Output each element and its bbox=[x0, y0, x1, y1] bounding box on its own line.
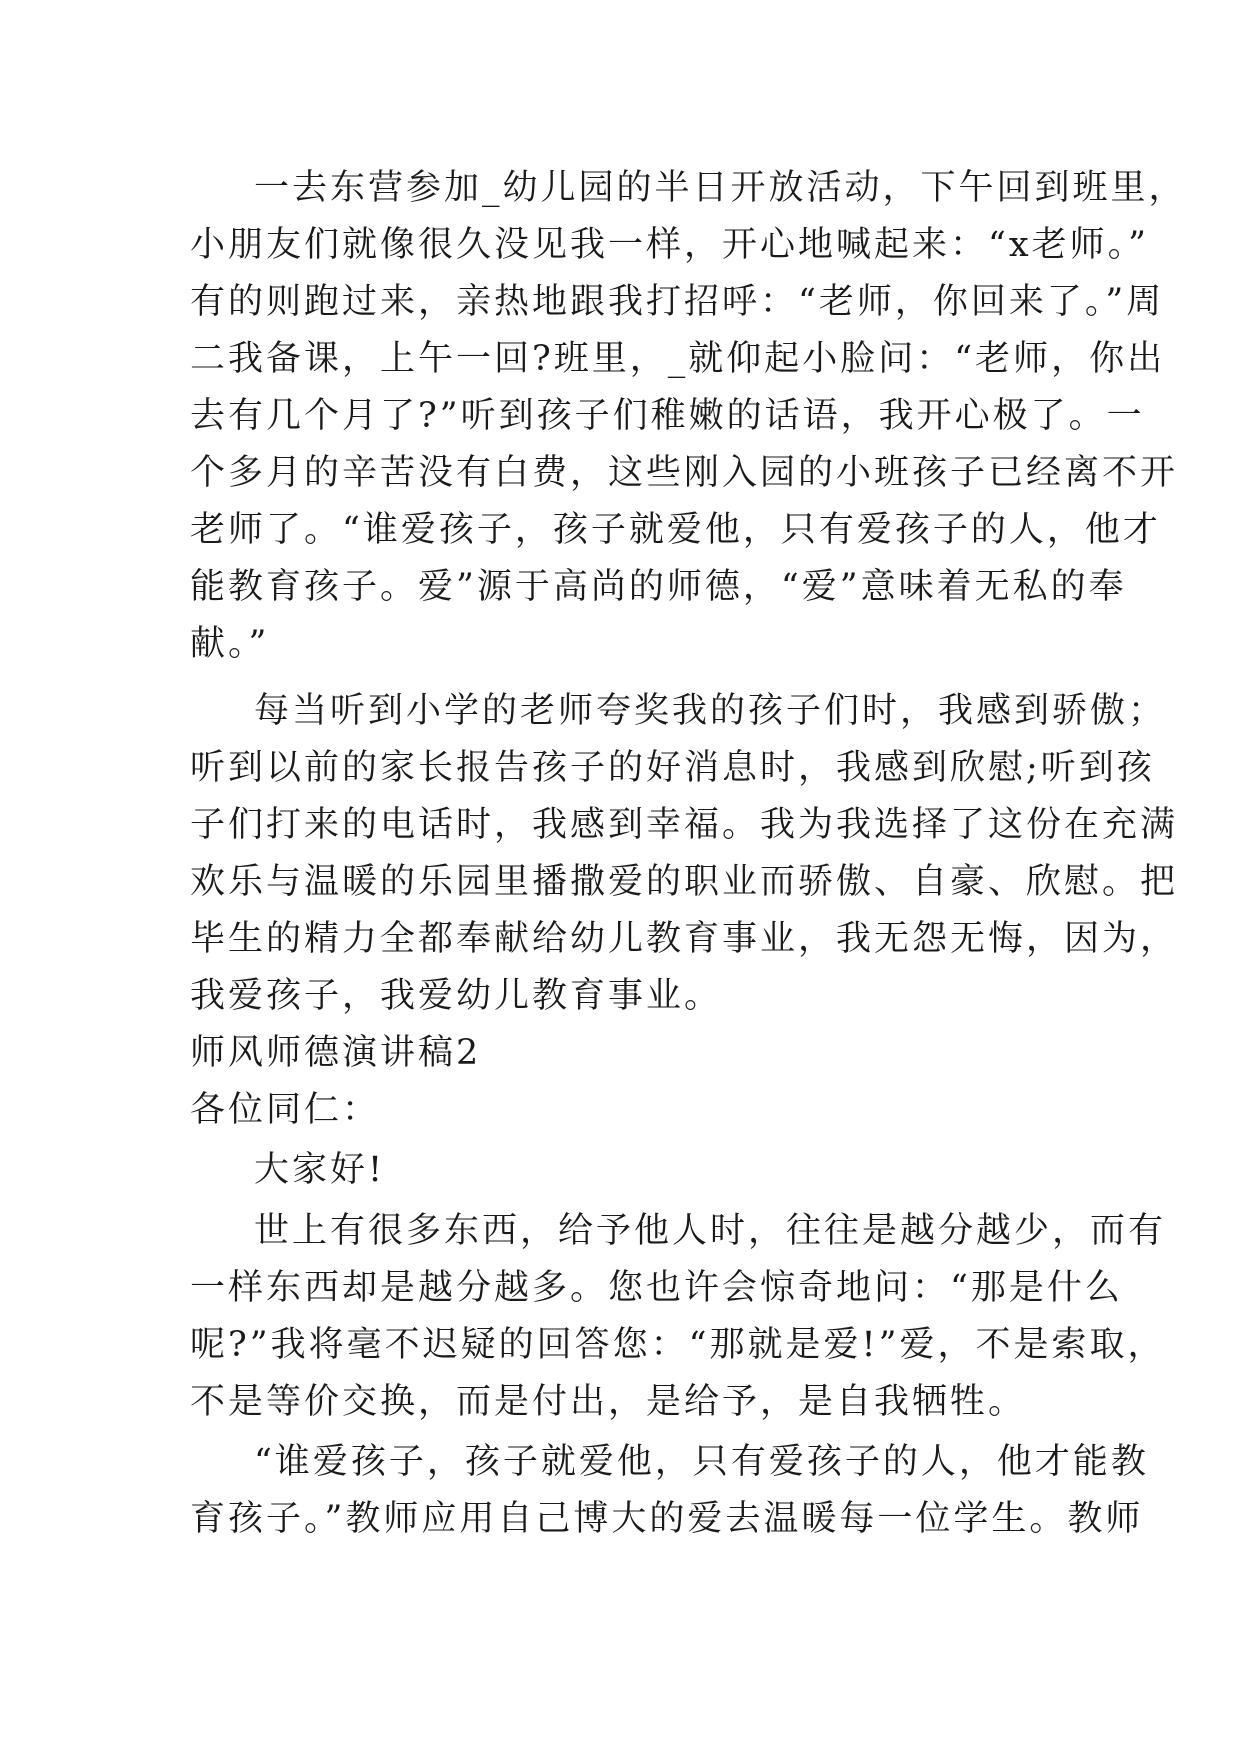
paragraph-line: 毕生的精力全都奉献给幼儿教育事业，我无怨无悔，因为， bbox=[190, 919, 1179, 959]
paragraph-line: 育孩子。”教师应用自己博大的爱去温暖每一位学生。教师 bbox=[190, 1499, 1144, 1539]
paragraph-line: 不是等价交换，而是付出，是给予，是自我牺牲。 bbox=[190, 1382, 1027, 1422]
paragraph-line: 能教育孩子。爱”源于高尚的师德，“爱”意味着无私的奉 bbox=[190, 567, 1127, 607]
paragraph-line: 献。” bbox=[190, 624, 270, 664]
paragraph-line: 听到以前的家长报告孩子的好消息时，我感到欣慰;听到孩 bbox=[190, 748, 1155, 788]
paragraph-line: 子们打来的电话时，我感到幸福。我为我选择了这份在充满 bbox=[190, 805, 1179, 845]
paragraph-line: 一样东西却是越分越多。您也许会惊奇地问：“那是什么 bbox=[190, 1268, 1123, 1308]
paragraph-line: 有的则跑过来，亲热地跟我打招呼：“老师，你回来了。”周 bbox=[190, 282, 1165, 322]
paragraph-line: 世上有很多东西，给予他人时，往往是越分越少，而有 bbox=[254, 1211, 1167, 1251]
paragraph-line: 一去东营参加_幼儿园的半日开放活动，下午回到班里， bbox=[254, 168, 1187, 208]
paragraph-line: 去有几个月了?”听到孩子们稚嫩的话语，我开心极了。一 bbox=[190, 396, 1145, 436]
greeting: 大家好! bbox=[254, 1150, 386, 1190]
paragraph-line: 呢?”我将毫不迟疑的回答您：“那就是爱!”爱，不是索取， bbox=[190, 1325, 1166, 1365]
paragraph-line: 小朋友们就像很久没见我一样，开心地喊起来：“x老师。” bbox=[190, 225, 1150, 265]
section-heading: 师风师德演讲稿2 bbox=[190, 1033, 482, 1073]
paragraph-line: 欢乐与温暖的乐园里播撒爱的职业而骄傲、自豪、欣慰。把 bbox=[190, 862, 1179, 902]
paragraph-line: “谁爱孩子，孩子就爱他，只有爱孩子的人，他才能教 bbox=[254, 1442, 1149, 1482]
paragraph-line: 老师了。“谁爱孩子，孩子就爱他，只有爱孩子的人，他才 bbox=[190, 510, 1161, 550]
salutation: 各位同仁： bbox=[190, 1090, 381, 1130]
paragraph-line: 我爱孩子，我爱幼儿教育事业。 bbox=[190, 976, 723, 1016]
paragraph-line: 每当听到小学的老师夸奖我的孩子们时，我感到骄傲； bbox=[254, 691, 1167, 731]
paragraph-line: 个多月的辛苦没有白费，这些刚入园的小班孩子已经离不开 bbox=[190, 453, 1179, 493]
paragraph-line: 二我备课，上午一回?班里，_就仰起小脸问：“老师，你出 bbox=[190, 339, 1166, 379]
